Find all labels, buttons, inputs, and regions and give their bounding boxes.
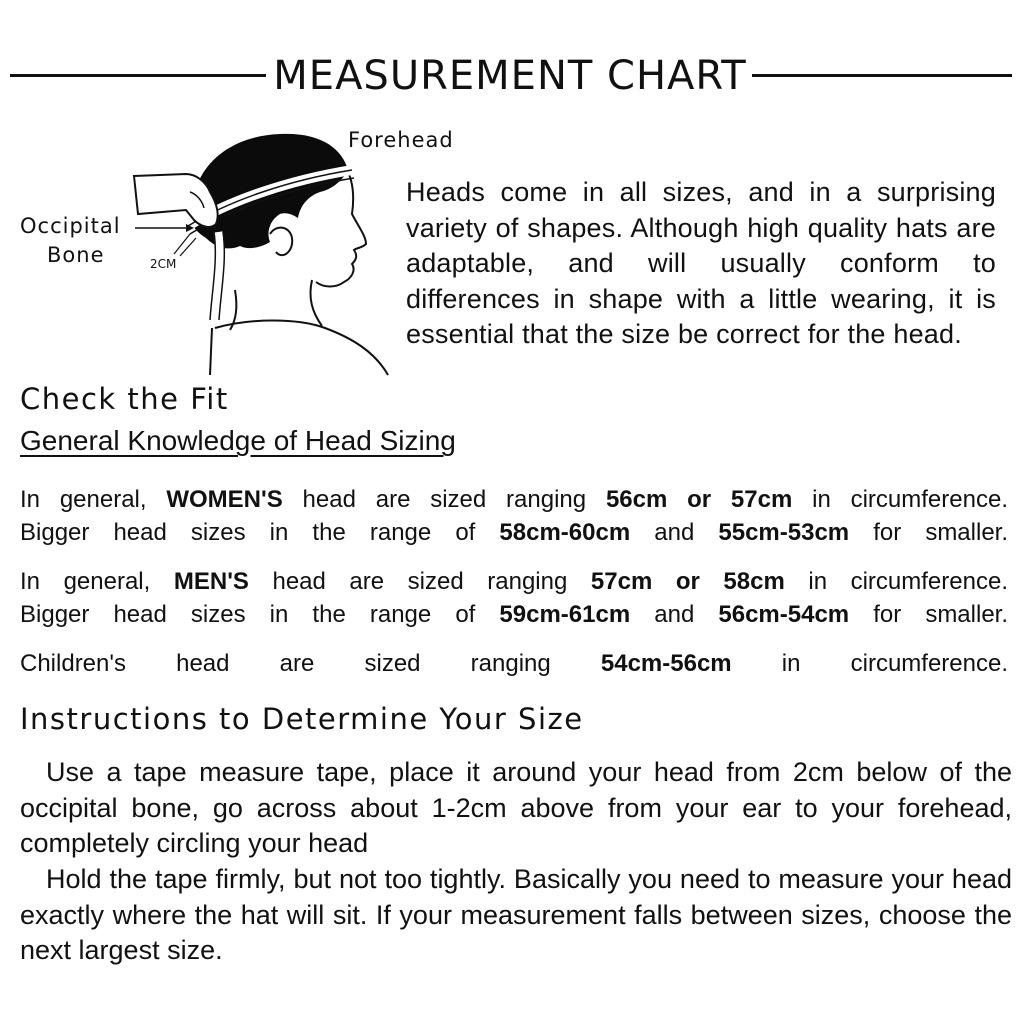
children-text-1: Children's head are sized ranging [20, 650, 601, 677]
title-divider-right [752, 74, 1012, 77]
offset-label: 2CM [150, 257, 177, 271]
men-gender: MEN'S [173, 568, 249, 595]
bone-label: Bone [47, 243, 105, 267]
men-sizing-line-1 [20, 565, 1008, 598]
head-sizing-subheading: General Knowledge of Head Sizing [20, 425, 456, 456]
title-divider-left [10, 74, 266, 77]
women-sizing-line-2 [20, 516, 1008, 549]
men-range: 57cm or 58cm [590, 568, 785, 595]
instructions-paragraph-1: Use a tape measure tape, place it around your head from 2cm below of the occipital bone, go across about 1-2cm above from your ear to your forehead, completely circling your head [20, 757, 1012, 858]
women-smaller-range: 55cm-53cm [718, 519, 850, 546]
women-sizing-line-1 [20, 483, 1008, 516]
men-text-5: and [630, 601, 719, 628]
children-sizing-line [20, 647, 1008, 680]
women-text-4: Bigger head sizes in the range of [20, 519, 500, 546]
men-smaller-range: 56cm-54cm [718, 601, 850, 628]
women-gender: WOMEN'S [166, 486, 283, 513]
men-text-2: head are sized ranging [248, 568, 591, 595]
women-text-3: in circumference. [792, 486, 1008, 513]
children-range: 54cm-56cm [600, 650, 732, 677]
check-fit-heading: Check the Fit [20, 382, 229, 416]
men-text-4: Bigger head sizes in the range of [20, 601, 500, 628]
women-bigger-range: 58cm-60cm [499, 519, 631, 546]
page-title: MEASUREMENT CHART [273, 53, 747, 99]
women-text-1: In general, [20, 486, 167, 513]
children-text-2: in circumference. [731, 650, 1008, 677]
forehead-label: Forehead [348, 128, 454, 152]
intro-paragraph: Heads come in all sizes, and in a surprising variety of shapes. Although high quality hats are adaptable, and will usually conform to differences in shape with a little wearing, it is essential that the size be correct for the head. [406, 177, 996, 349]
instructions-heading: Instructions to Determine Your Size [20, 702, 584, 736]
men-text-1: In general, [20, 568, 174, 595]
men-bigger-range: 59cm-61cm [499, 601, 631, 628]
men-sizing-line-2 [20, 598, 1008, 631]
head-measurement-illustration [130, 130, 390, 380]
women-text-2: head are sized ranging [282, 486, 606, 513]
women-text-5: and [630, 519, 719, 546]
men-text-6: for smaller. [849, 601, 1009, 628]
instructions-paragraph-2: Hold the tape firmly, but not too tightly. Basically you need to measure your head exactly where the hat will sit. If your measurement falls between sizes, choose the next largest size. [20, 864, 1012, 965]
occipital-label: Occipital [20, 214, 121, 238]
women-text-6: for smaller. [849, 519, 1009, 546]
title-row [0, 48, 1024, 104]
women-range: 56cm or 57cm [605, 486, 793, 513]
men-text-3: in circumference. [784, 568, 1008, 595]
